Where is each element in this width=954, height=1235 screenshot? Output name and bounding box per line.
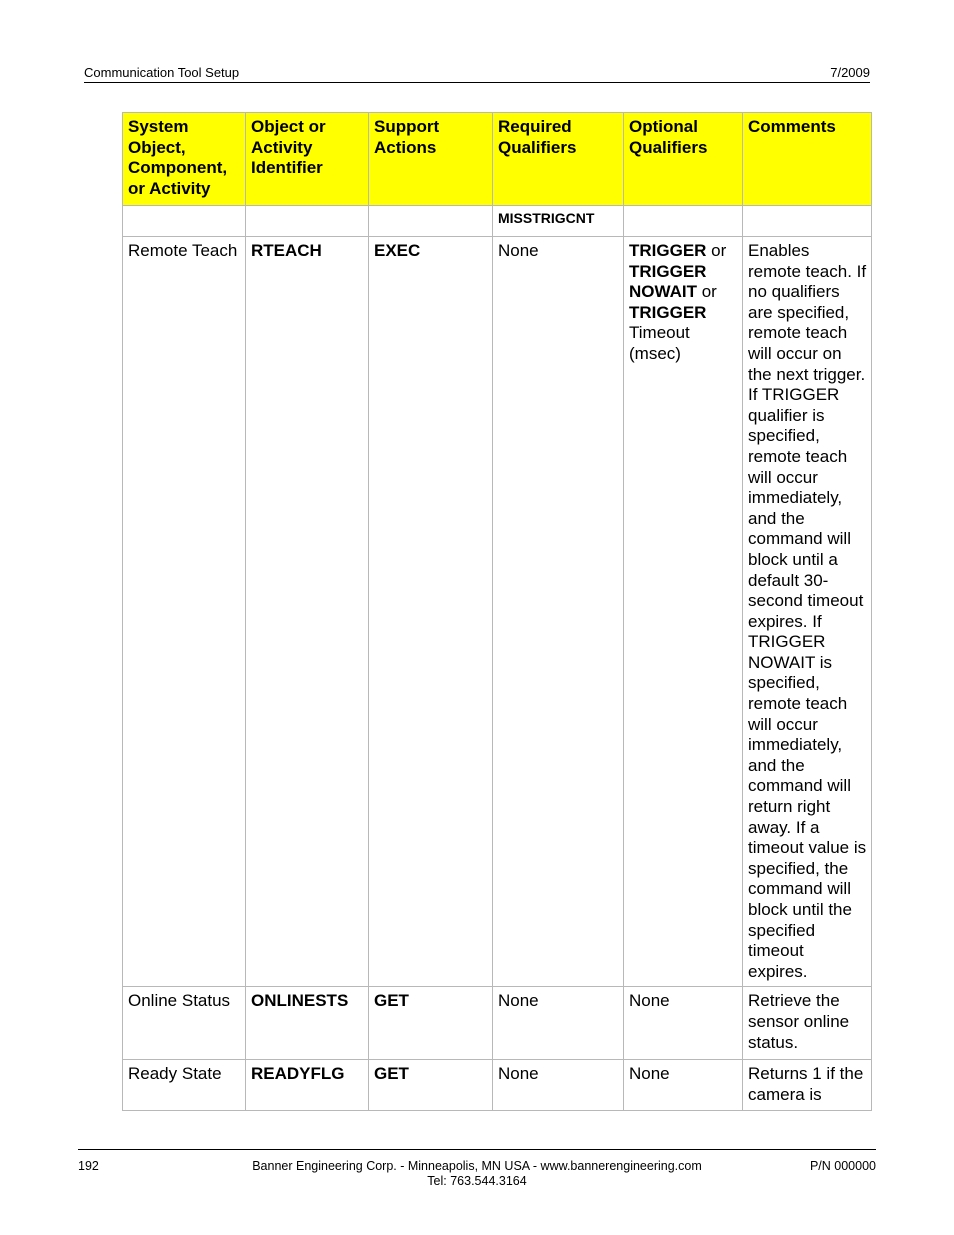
column-header: Optional Qualifiers <box>624 113 743 206</box>
header-date: 7/2009 <box>830 65 870 80</box>
footer-company-line: Banner Engineering Corp. - Minneapolis, MN USA - www.bannerengineering.com <box>252 1159 702 1173</box>
qualifier-keyword: TRIGGER <box>629 241 707 260</box>
table-cell <box>246 206 369 237</box>
table-cell: Online Status <box>123 987 246 1060</box>
table-cell: EXEC <box>369 237 493 987</box>
table-cell: GET <box>369 1060 493 1111</box>
table-cell: MISSTRIGCNT <box>493 206 624 237</box>
table-cell <box>369 206 493 237</box>
qualifier-connector: or <box>697 282 717 302</box>
table-cell: READYFLG <box>246 1060 369 1111</box>
table-cell <box>743 206 872 237</box>
table-cell: Remote Teach <box>123 237 246 987</box>
table-cell: RTEACH <box>246 237 369 987</box>
table-cell <box>624 206 743 237</box>
table-cell: Ready State <box>123 1060 246 1111</box>
page-header <box>84 64 870 83</box>
footer-telephone: Tel: 763.544.3164 <box>427 1174 527 1188</box>
table-cell: None <box>624 987 743 1060</box>
table-cell: Enables remote teach. If no qualifiers are specified, remote teach will occur on the next trigger. If TRIGGER qualifier is specified, remote teach will occur immediately, and the command will block until a default 30-second timeout expires. If TRIGGER NOWAIT is specified, remote teach will occur immediately, and the command will return right away. If a timeout value is specified, the command will block until the specified timeout expires. <box>743 237 872 987</box>
command-table <box>122 112 872 1111</box>
table-row <box>123 987 872 1060</box>
page-footer <box>78 1149 876 1196</box>
column-header: Required Qualifiers <box>493 113 624 206</box>
table-cell: None <box>493 237 624 987</box>
table-cell: GET <box>369 987 493 1060</box>
table-cell: ONLINESTS <box>246 987 369 1060</box>
table-cell: None <box>624 1060 743 1111</box>
table-row <box>123 1060 872 1111</box>
part-number: P/N 000000 <box>809 1159 876 1173</box>
table-cell <box>624 237 743 987</box>
table-cell: None <box>493 987 624 1060</box>
section-title: Communication Tool Setup <box>84 65 240 80</box>
footer-company-info <box>78 1159 876 1189</box>
page-number: 192 <box>78 1159 99 1173</box>
table-cell: None <box>493 1060 624 1111</box>
column-header: Object or Activity Identifier <box>246 113 369 206</box>
column-header: Support Actions <box>369 113 493 206</box>
table-row <box>123 237 872 987</box>
table-cell: Retrieve the sensor online status. <box>743 987 872 1060</box>
table-cell <box>123 206 246 237</box>
qualifier-connector: or <box>706 241 727 260</box>
table-header-row <box>123 113 872 206</box>
column-header: System Object, Component, or Activity <box>123 113 246 206</box>
column-header: Comments <box>743 113 872 206</box>
qualifier-keyword: TRIGGER <box>629 302 707 322</box>
qualifier-text: Timeout (msec) <box>629 323 690 363</box>
table-row <box>123 206 872 237</box>
table-cell: Returns 1 if the camera is <box>743 1060 872 1111</box>
qualifier-keyword: TRIGGER NOWAIT <box>629 261 707 302</box>
